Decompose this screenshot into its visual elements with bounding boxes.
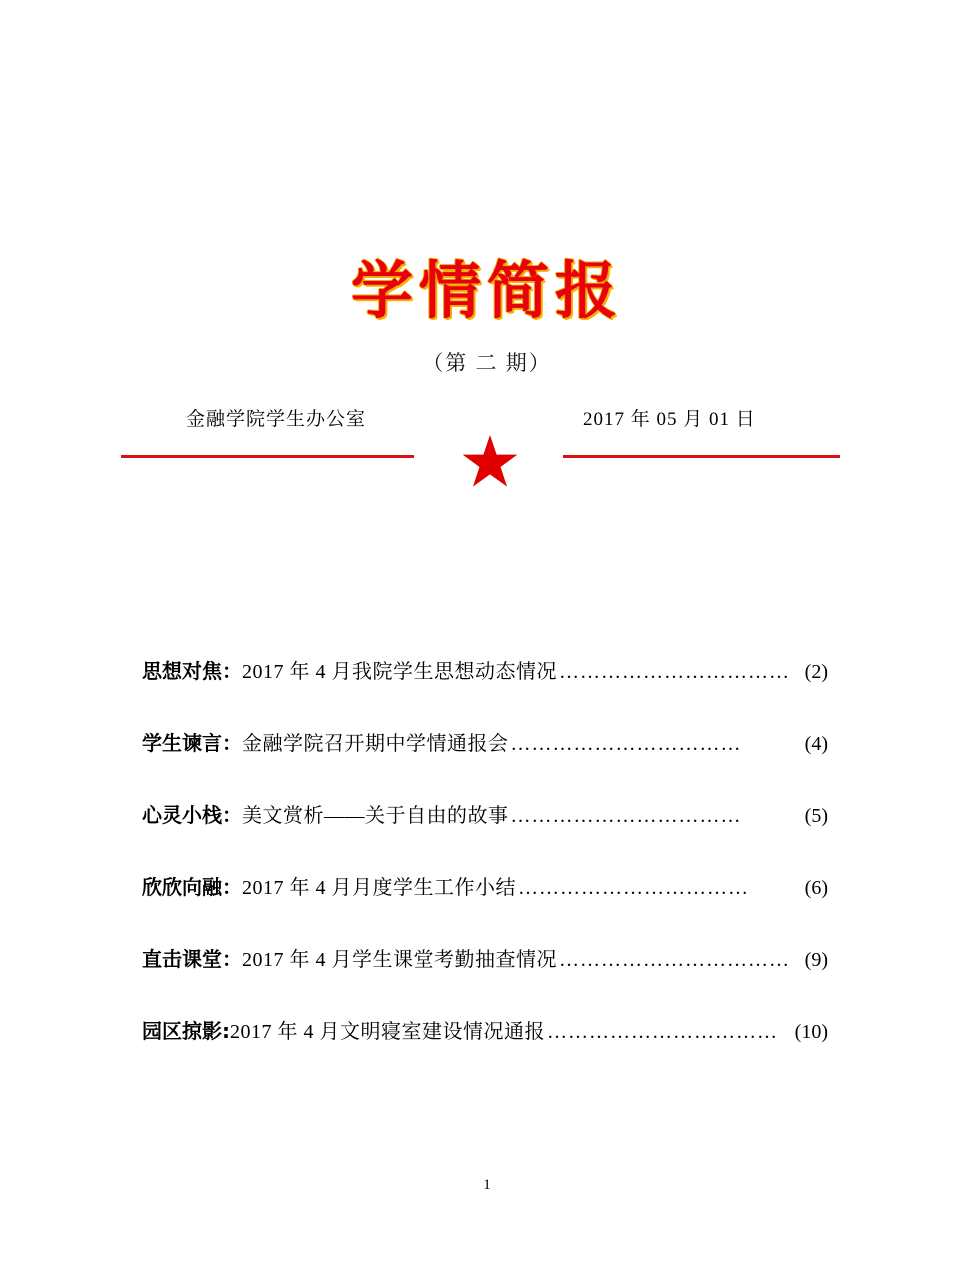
toc-title: 金融学院召开期中学情通报会 [242,733,509,755]
toc-category: 园区掠影: [142,1019,230,1043]
red-star-icon [462,435,518,491]
toc-leader-dots: …………………………… [559,949,790,971]
list-item [0,943,974,979]
toc-leader-dots: …………………………… [510,805,742,827]
toc-page-number: (6) [804,877,828,899]
toc-category: 思想对焦： [142,659,242,683]
divider-rule-right [563,455,840,458]
page-title: 学情简报 [350,254,623,327]
toc-category: 学生谏言： [142,731,242,755]
toc-leader-dots: …………………………… [518,877,749,899]
list-item [0,799,974,835]
footer-page-number: 1 [483,1177,491,1193]
list-item [0,871,974,907]
toc-leader-dots: …………………………… [559,661,790,683]
toc-page-number: (9) [804,949,828,971]
masthead [0,254,974,377]
masthead-divider [0,446,974,492]
issuing-office: 金融学院学生办公室 [186,409,367,430]
toc-category: 心灵小栈： [142,803,242,827]
toc-title: 2017 年 4 月学生课堂考勤抽查情况 [242,949,557,971]
toc-title: 美文赏析——关于自由的故事 [242,805,509,827]
toc-page-number: (5) [804,805,828,827]
issue-date: 2017 年 05 月 01 日 [583,409,756,430]
toc-title: 2017 年 4 月月度学生工作小结 [242,877,516,899]
toc-leader-dots: …………………………… [510,733,742,755]
toc-page-number: (10) [794,1021,828,1043]
toc-leader-dots: …………………………… [547,1021,778,1043]
table-of-contents [0,655,974,1087]
issuer-row [0,404,974,434]
toc-title: 2017 年 4 月文明寝室建设情况通报 [230,1021,545,1043]
list-item [0,1015,974,1051]
list-item [0,655,974,691]
issue-number: （第 二 期） [422,351,552,376]
list-item [0,727,974,763]
toc-title: 2017 年 4 月我院学生思想动态情况 [242,661,557,683]
toc-category: 欣欣向融： [142,875,242,899]
toc-page-number: (4) [804,733,828,755]
divider-rule-left [121,455,414,458]
toc-page-number: (2) [804,661,828,683]
toc-category: 直击课堂： [142,947,242,971]
